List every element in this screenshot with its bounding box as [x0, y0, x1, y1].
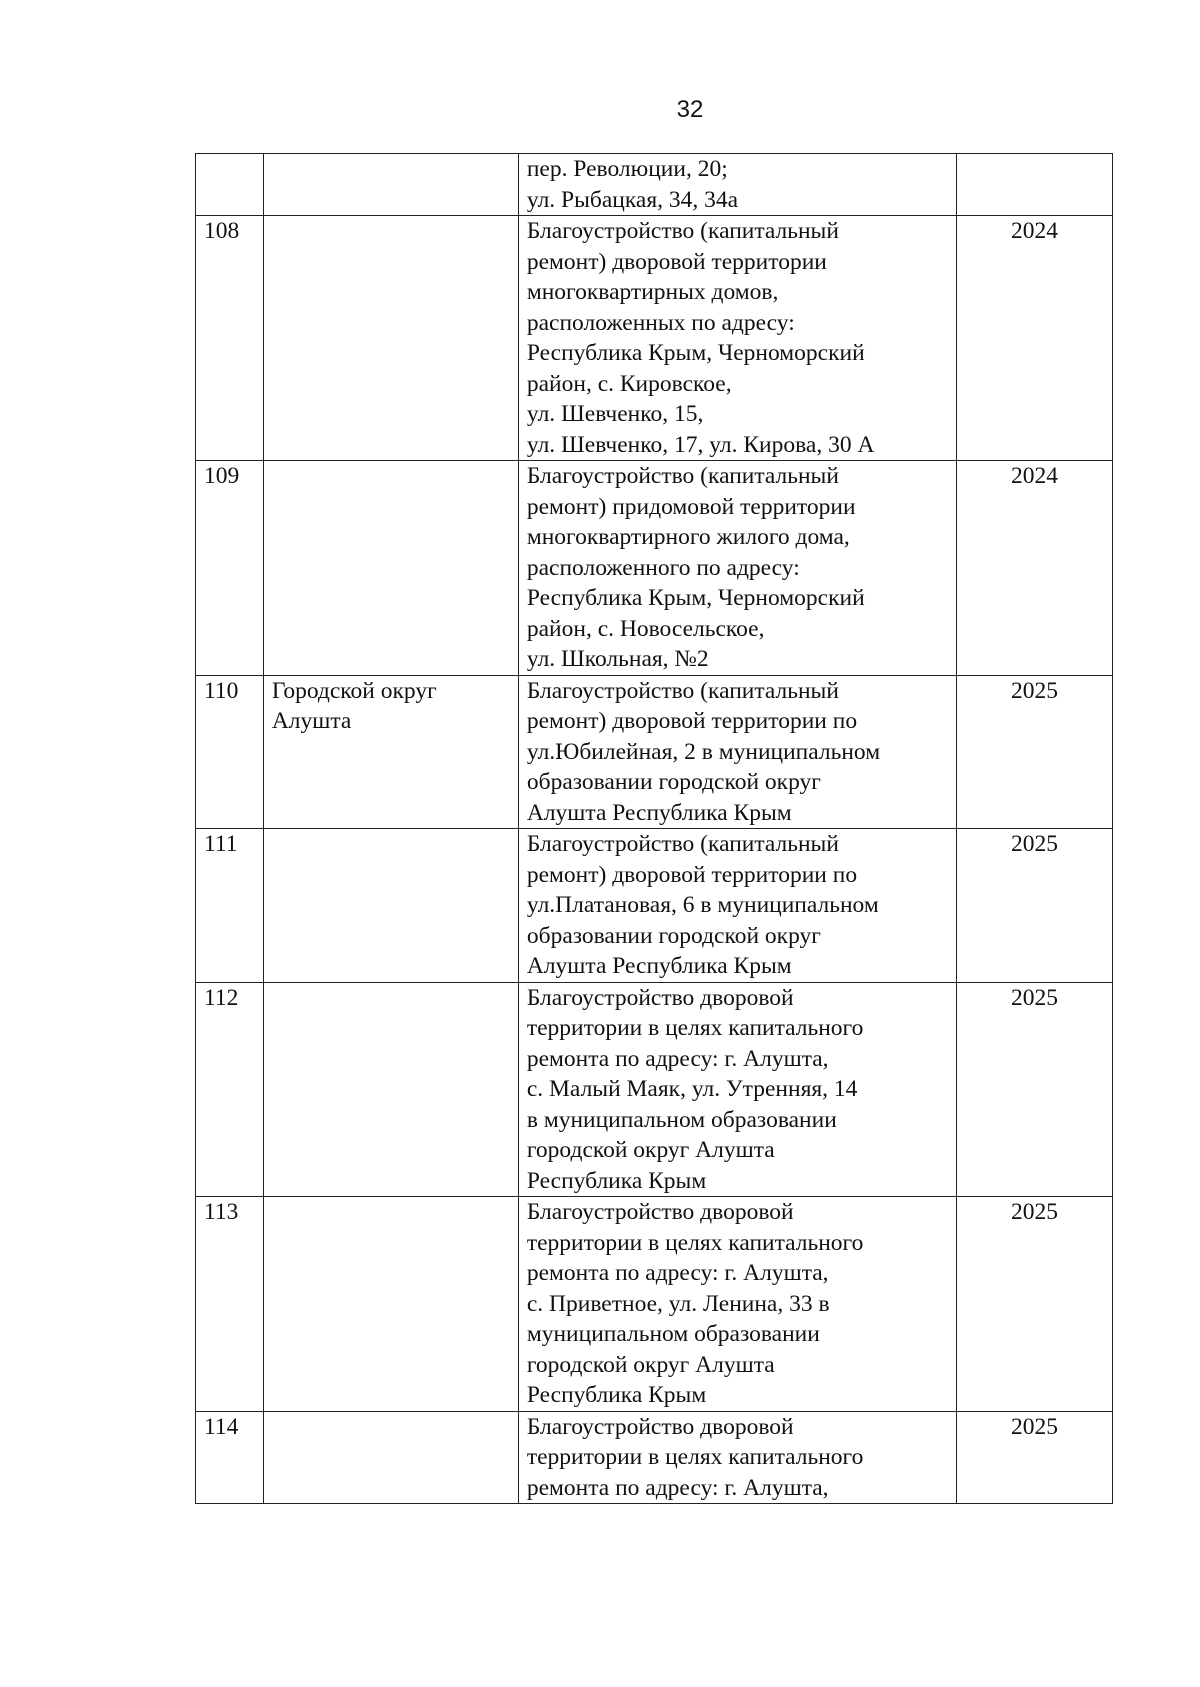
municipality-cell [263, 829, 518, 983]
description-line: образовании городской округ [526, 769, 821, 795]
description-line: ул.Платановая, 6 в муниципальном [526, 892, 879, 918]
description-line: многоквартирных домов, [526, 279, 779, 305]
description-line: многоквартирного жилого дома, [526, 524, 850, 550]
municipality-line: Городской округ [271, 677, 437, 704]
registry-table [195, 153, 1113, 1504]
description-line: Республика Крым, Черноморский [526, 340, 865, 366]
municipality-cell [263, 216, 518, 461]
description-line: ул. Рыбацкая, 34, 34а [526, 186, 739, 213]
table-row [196, 1197, 1113, 1412]
description-line: Благоустройство дворовой [526, 1413, 794, 1440]
year-cell: 2025 [957, 1411, 1113, 1504]
description-line: район, с. Новосельское, [526, 615, 765, 642]
description-cell [518, 461, 956, 676]
municipality-cell [263, 982, 518, 1197]
description-cell [518, 216, 956, 461]
description-line: ул. Школьная, №2 [526, 646, 709, 672]
municipality-cell [263, 461, 518, 676]
description-cell [518, 1411, 956, 1504]
table-body [196, 154, 1113, 1504]
description-cell [518, 982, 956, 1197]
description-line: с. Приветное, ул. Ленина, 33 в [526, 1290, 830, 1317]
table-row [196, 461, 1113, 676]
description-line: ул. Шевченко, 17, ул. Кирова, 30 А [526, 431, 875, 458]
page-number: 32 [676, 96, 704, 123]
municipality-cell [263, 675, 518, 829]
description-line: городской округ Алушта [526, 1137, 775, 1163]
description-line: Алушта Республика Крым [526, 799, 792, 826]
year-cell: 2025 [957, 675, 1113, 829]
row-number [196, 154, 264, 216]
year-cell: 2024 [957, 461, 1113, 676]
year-cell: 2025 [957, 982, 1113, 1197]
description-line: расположенных по адресу: [526, 309, 795, 336]
year-cell: 2025 [957, 829, 1113, 983]
municipality-cell [263, 154, 518, 216]
description-line: ремонт) придомовой территории [526, 493, 856, 520]
description-line: ремонта по адресу: г. Алушта, [526, 1474, 829, 1501]
description-cell [518, 1197, 956, 1412]
description-line: Благоустройство дворовой [526, 1199, 794, 1225]
description-line: Благоустройство (капитальный [526, 218, 839, 244]
description-line: ул.Юбилейная, 2 в муниципальном [526, 738, 881, 765]
municipality-cell [263, 1197, 518, 1412]
description-line: Благоустройство дворовой [526, 984, 794, 1011]
table-row [196, 1411, 1113, 1504]
year-cell: 2025 [957, 1197, 1113, 1412]
description-line: территории в целях капитального [526, 1229, 864, 1256]
year-cell [957, 154, 1113, 216]
description-line: район, с. Кировское, [526, 370, 732, 397]
description-line: ул. Шевченко, 15, [526, 401, 704, 427]
table-row [196, 675, 1113, 829]
municipality-cell [263, 1411, 518, 1504]
row-number: 108 [196, 216, 264, 461]
description-line: в муниципальном образовании [526, 1106, 837, 1133]
description-line: Благоустройство (капитальный [526, 831, 839, 857]
description-cell [518, 829, 956, 983]
description-line: муниципальном образовании [526, 1321, 820, 1347]
table-row [196, 154, 1113, 216]
row-number: 114 [196, 1411, 264, 1504]
municipality-line: Алушта [271, 708, 352, 734]
description-line: городской округ Алушта [526, 1351, 775, 1378]
row-number: 112 [196, 982, 264, 1197]
description-line: расположенного по адресу: [526, 554, 800, 581]
description-line: территории в целях капитального [526, 1444, 864, 1470]
description-line: с. Малый Маяк, ул. Утренняя, 14 [526, 1076, 858, 1102]
description-line: ремонта по адресу: г. Алушта, [526, 1045, 829, 1072]
description-line: территории в целях капитального [526, 1015, 864, 1041]
description-cell [518, 675, 956, 829]
year-cell: 2024 [957, 216, 1113, 461]
description-line: Республика Крым [526, 1382, 707, 1408]
description-line: ремонт) дворовой территории по [526, 708, 858, 734]
description-line: ремонт) дворовой территории по [526, 861, 858, 888]
description-line: Республика Крым, Черноморский [526, 585, 865, 611]
description-line: Республика Крым [526, 1167, 707, 1194]
description-line: ремонта по адресу: г. Алушта, [526, 1260, 829, 1286]
description-line: Благоустройство (капитальный [526, 463, 839, 489]
row-number: 111 [196, 829, 264, 983]
description-line: ремонт) дворовой территории [526, 248, 827, 275]
description-line: Алушта Республика Крым [526, 953, 792, 979]
description-line: пер. Революции, 20; [526, 156, 728, 182]
description-line: Благоустройство (капитальный [526, 677, 839, 704]
description-cell [518, 154, 956, 216]
row-number: 113 [196, 1197, 264, 1412]
table-row [196, 216, 1113, 461]
table-row [196, 829, 1113, 983]
description-line: образовании городской округ [526, 922, 821, 949]
row-number: 110 [196, 675, 264, 829]
row-number: 109 [196, 461, 264, 676]
table-row [196, 982, 1113, 1197]
